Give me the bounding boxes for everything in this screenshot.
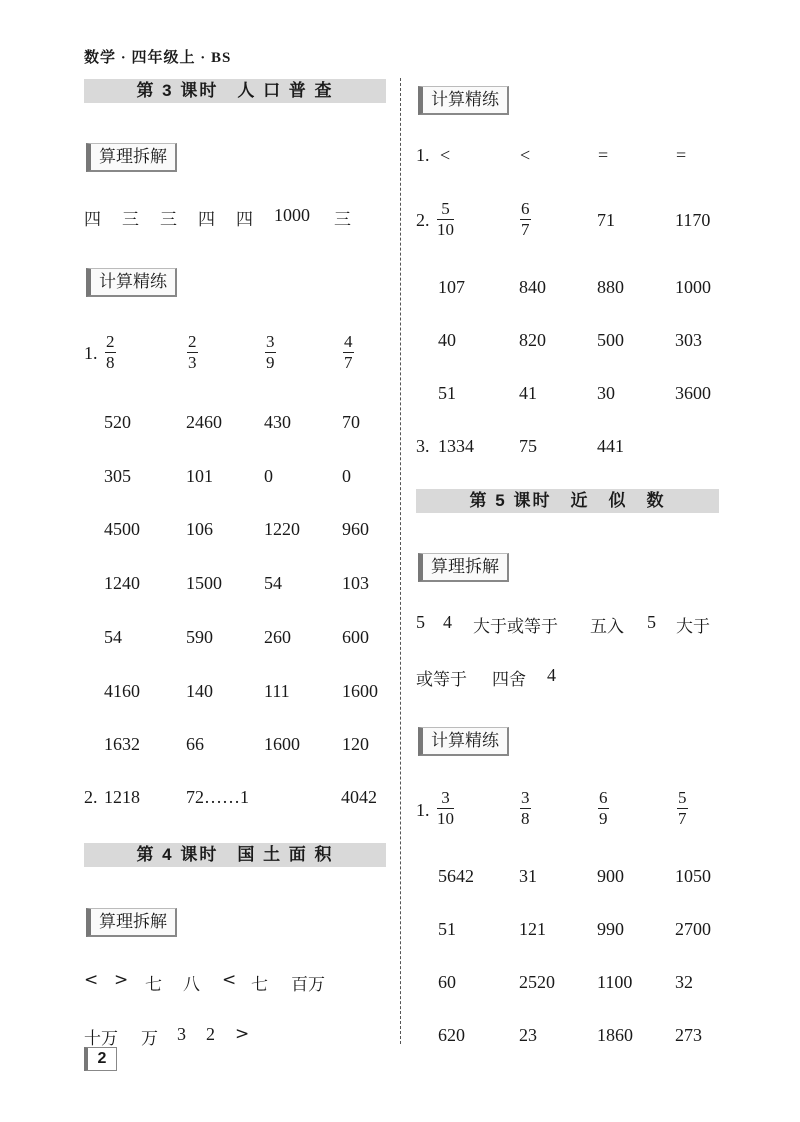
question-label: 3. xyxy=(416,436,430,456)
answer: 1240 xyxy=(104,573,140,594)
answer: 1050 xyxy=(675,866,711,886)
lesson4-title: 第 4 课时 国 土 面 积 xyxy=(84,843,386,867)
column-divider xyxy=(400,78,401,1044)
fraction: $\frac{3}{8}$ xyxy=(521,788,530,828)
answer: 51 xyxy=(438,919,456,939)
answer: 103 xyxy=(342,573,369,594)
answer: 590 xyxy=(186,626,213,647)
answer: 七 xyxy=(145,975,162,995)
answer: 430 xyxy=(264,412,291,432)
question-label: 1. xyxy=(416,145,430,165)
answer: 54 xyxy=(264,573,282,594)
answer: > xyxy=(114,970,129,990)
question-label: 1. xyxy=(416,800,430,820)
answer: 620 xyxy=(438,1025,465,1045)
answer: 107 xyxy=(438,277,465,297)
answer: 273 xyxy=(675,1025,702,1045)
answer: 31 xyxy=(519,866,537,886)
answer: 260 xyxy=(264,626,291,647)
answer: 1600 xyxy=(264,734,300,755)
answer: 500 xyxy=(597,330,624,350)
answer: 5642 xyxy=(438,866,474,886)
answer: 60 xyxy=(438,972,456,992)
answer: 600 xyxy=(342,626,369,647)
answer: 三 xyxy=(122,210,139,230)
answer: 111 xyxy=(264,680,290,701)
answer: 101 xyxy=(186,465,213,486)
answer: 441 xyxy=(597,436,624,456)
answer: 140 xyxy=(186,680,213,701)
answer: < xyxy=(222,970,237,990)
answer: 1860 xyxy=(597,1025,633,1045)
answer: 1220 xyxy=(264,519,300,540)
fraction: $\frac{5}{10}$ xyxy=(437,199,454,239)
answer: 2 xyxy=(206,1024,215,1044)
answer: 23 xyxy=(519,1025,537,1045)
lesson5-title: 第 5 课时 近 似 数 xyxy=(416,489,719,513)
answer: 七 xyxy=(251,975,268,995)
answer: 或等于 xyxy=(416,670,467,690)
answer: < xyxy=(84,970,99,990)
question-label: 2. xyxy=(84,787,98,807)
answer: 4042 xyxy=(341,787,377,807)
lesson5-tag-jisuan: 计算精练 xyxy=(418,727,509,756)
answer: 3 xyxy=(177,1024,186,1044)
answer: 900 xyxy=(597,866,624,886)
answer: 41 xyxy=(519,383,537,403)
fraction: $\frac{2}{3}$ xyxy=(188,332,197,372)
answer: 305 xyxy=(104,465,131,486)
answer: 三 xyxy=(160,210,177,230)
answer: 30 xyxy=(597,383,615,403)
page-header: 数学 · 四年级上 · BS xyxy=(84,50,232,66)
answer: 820 xyxy=(519,330,546,350)
answer: 4 xyxy=(547,665,556,685)
page-number: 2 xyxy=(84,1047,117,1071)
answer: 四舍 xyxy=(492,670,526,690)
answer: 71 xyxy=(597,210,615,230)
answer: 0 xyxy=(342,465,351,486)
answer: 4500 xyxy=(104,519,140,540)
answer: 40 xyxy=(438,330,456,350)
answer: 960 xyxy=(342,519,369,540)
answer: 1334 xyxy=(438,436,474,456)
answer: 四 xyxy=(236,210,253,230)
answer: 121 xyxy=(519,919,546,939)
answer: 72……1 xyxy=(186,787,249,807)
answer: 1000 xyxy=(274,205,310,225)
answer: 1100 xyxy=(597,972,633,992)
answer: 990 xyxy=(597,919,624,939)
answer: 四 xyxy=(198,210,215,230)
answer: 十万 xyxy=(84,1029,118,1049)
answer: 51 xyxy=(438,383,456,403)
answer: < xyxy=(520,145,531,165)
lesson4-tag-suanli: 算理拆解 xyxy=(86,908,177,937)
lesson3-tag-suanli: 算理拆解 xyxy=(86,143,177,172)
right-tag-jisuan: 计算精练 xyxy=(418,86,509,115)
answer: 2520 xyxy=(519,972,555,992)
answer: 0 xyxy=(264,465,273,486)
question-label: 2. xyxy=(416,210,430,230)
fraction: $\frac{6}{7}$ xyxy=(521,199,530,239)
answer: 880 xyxy=(597,277,624,297)
answer: 5 xyxy=(416,612,425,632)
fraction: $\frac{2}{8}$ xyxy=(106,332,115,372)
answer: 5 xyxy=(647,612,656,632)
answer: 2460 xyxy=(186,412,222,432)
answer: 1600 xyxy=(342,680,378,701)
fraction: $\frac{6}{9}$ xyxy=(599,788,608,828)
answer: < xyxy=(440,145,451,165)
answer: = xyxy=(676,145,687,165)
answer: 75 xyxy=(519,436,537,456)
answer: 大于 xyxy=(676,617,710,637)
answer: 1218 xyxy=(104,787,140,807)
answer: 五入 xyxy=(590,617,624,637)
lesson5-tag-suanli: 算理拆解 xyxy=(418,553,509,582)
answer: 32 xyxy=(675,972,693,992)
lesson3-title: 第 3 课时 人 口 普 查 xyxy=(84,79,386,103)
fraction: $\frac{4}{7}$ xyxy=(344,332,353,372)
answer: 万 xyxy=(141,1029,158,1049)
answer: 120 xyxy=(342,734,369,755)
answer: 54 xyxy=(104,626,122,647)
answer: 70 xyxy=(342,412,360,432)
answer: 4 xyxy=(443,612,452,632)
answer: 三 xyxy=(334,210,351,230)
fraction: $\frac{5}{7}$ xyxy=(678,788,687,828)
answer: 1000 xyxy=(675,277,711,297)
answer: 1170 xyxy=(675,210,711,230)
answer: 大于或等于 xyxy=(473,617,558,637)
answer: 106 xyxy=(186,519,213,540)
answer: 八 xyxy=(183,975,200,995)
answer: 840 xyxy=(519,277,546,297)
answer: 2700 xyxy=(675,919,711,939)
fraction: $\frac{3}{10}$ xyxy=(437,788,454,828)
answer: 520 xyxy=(104,412,131,432)
answer: 1632 xyxy=(104,734,140,755)
question-label: 1. xyxy=(84,343,98,363)
answer: 1500 xyxy=(186,573,222,594)
answer: = xyxy=(598,145,609,165)
answer: 66 xyxy=(186,734,204,755)
answer: 303 xyxy=(675,330,702,350)
answer: > xyxy=(235,1024,250,1044)
answer: 百万 xyxy=(291,975,325,995)
fraction: $\frac{3}{9}$ xyxy=(266,332,275,372)
answer: 四 xyxy=(84,210,101,230)
lesson3-tag-jisuan: 计算精练 xyxy=(86,268,177,297)
answer: 3600 xyxy=(675,383,711,403)
answer: 4160 xyxy=(104,680,140,701)
